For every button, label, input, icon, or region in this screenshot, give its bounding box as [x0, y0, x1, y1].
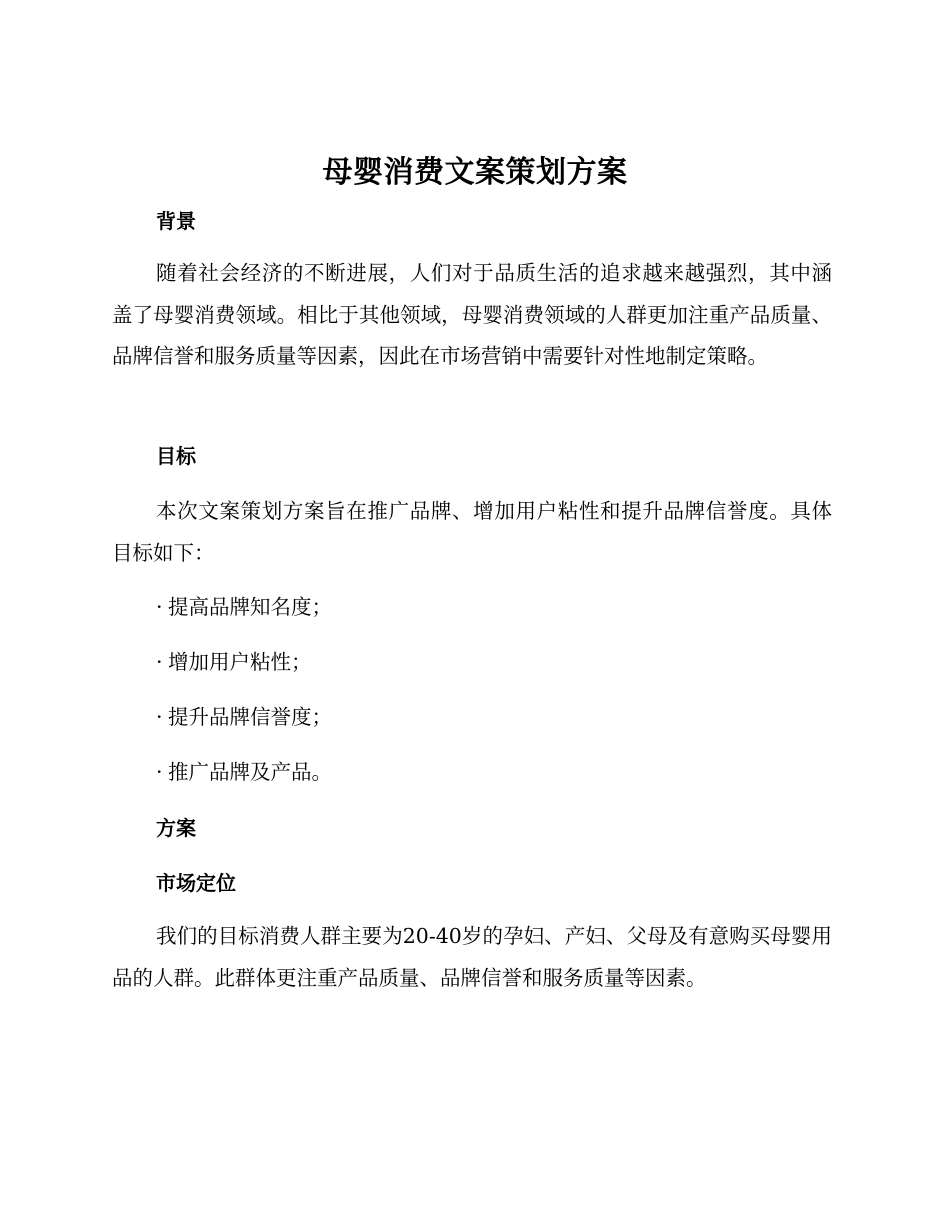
- goal-list-item: [156, 703, 332, 731]
- bullet-marker: ·: [156, 650, 163, 674]
- goal-item-text: 提升品牌信誉度；: [168, 705, 332, 729]
- bullet-marker: ·: [156, 760, 163, 784]
- section-heading-market-positioning: 市场定位: [156, 871, 236, 895]
- section-heading-background: 背景: [156, 209, 196, 233]
- bullet-marker: ·: [156, 595, 163, 619]
- goal-list-item: [156, 593, 332, 621]
- background-paragraph: 随着社会经济的不断进展，人们对于品质生活的追求越来越强烈，其中涵盖了母婴消费领域。相比于其他领域，母婴消费领域的人群更加注重产品质量、品牌信誉和服务质量等因素，因此在市场营销中需要针对性地制定策略。: [112, 261, 832, 368]
- goal-item-text: 增加用户粘性；: [168, 650, 312, 674]
- goal-list-item: [156, 648, 312, 676]
- document-title: 母婴消费文案策划方案: [322, 155, 628, 190]
- goal-item-text: 推广品牌及产品。: [168, 760, 332, 784]
- goal-list-item: [156, 758, 332, 786]
- goal-paragraph: 本次文案策划方案旨在推广品牌、增加用户粘性和提升品牌信誉度。具体目标如下：: [112, 499, 832, 565]
- bullet-marker: ·: [156, 705, 163, 729]
- section-heading-plan: 方案: [156, 816, 196, 840]
- section-heading-goal: 目标: [156, 444, 196, 468]
- goal-item-text: 提高品牌知名度；: [168, 595, 332, 619]
- market-positioning-paragraph: 我们的目标消费人群主要为20-40岁的孕妇、产妇、父母及有意购买母婴用品的人群。此群体更注重产品质量、品牌信誉和服务质量等因素。: [112, 924, 832, 990]
